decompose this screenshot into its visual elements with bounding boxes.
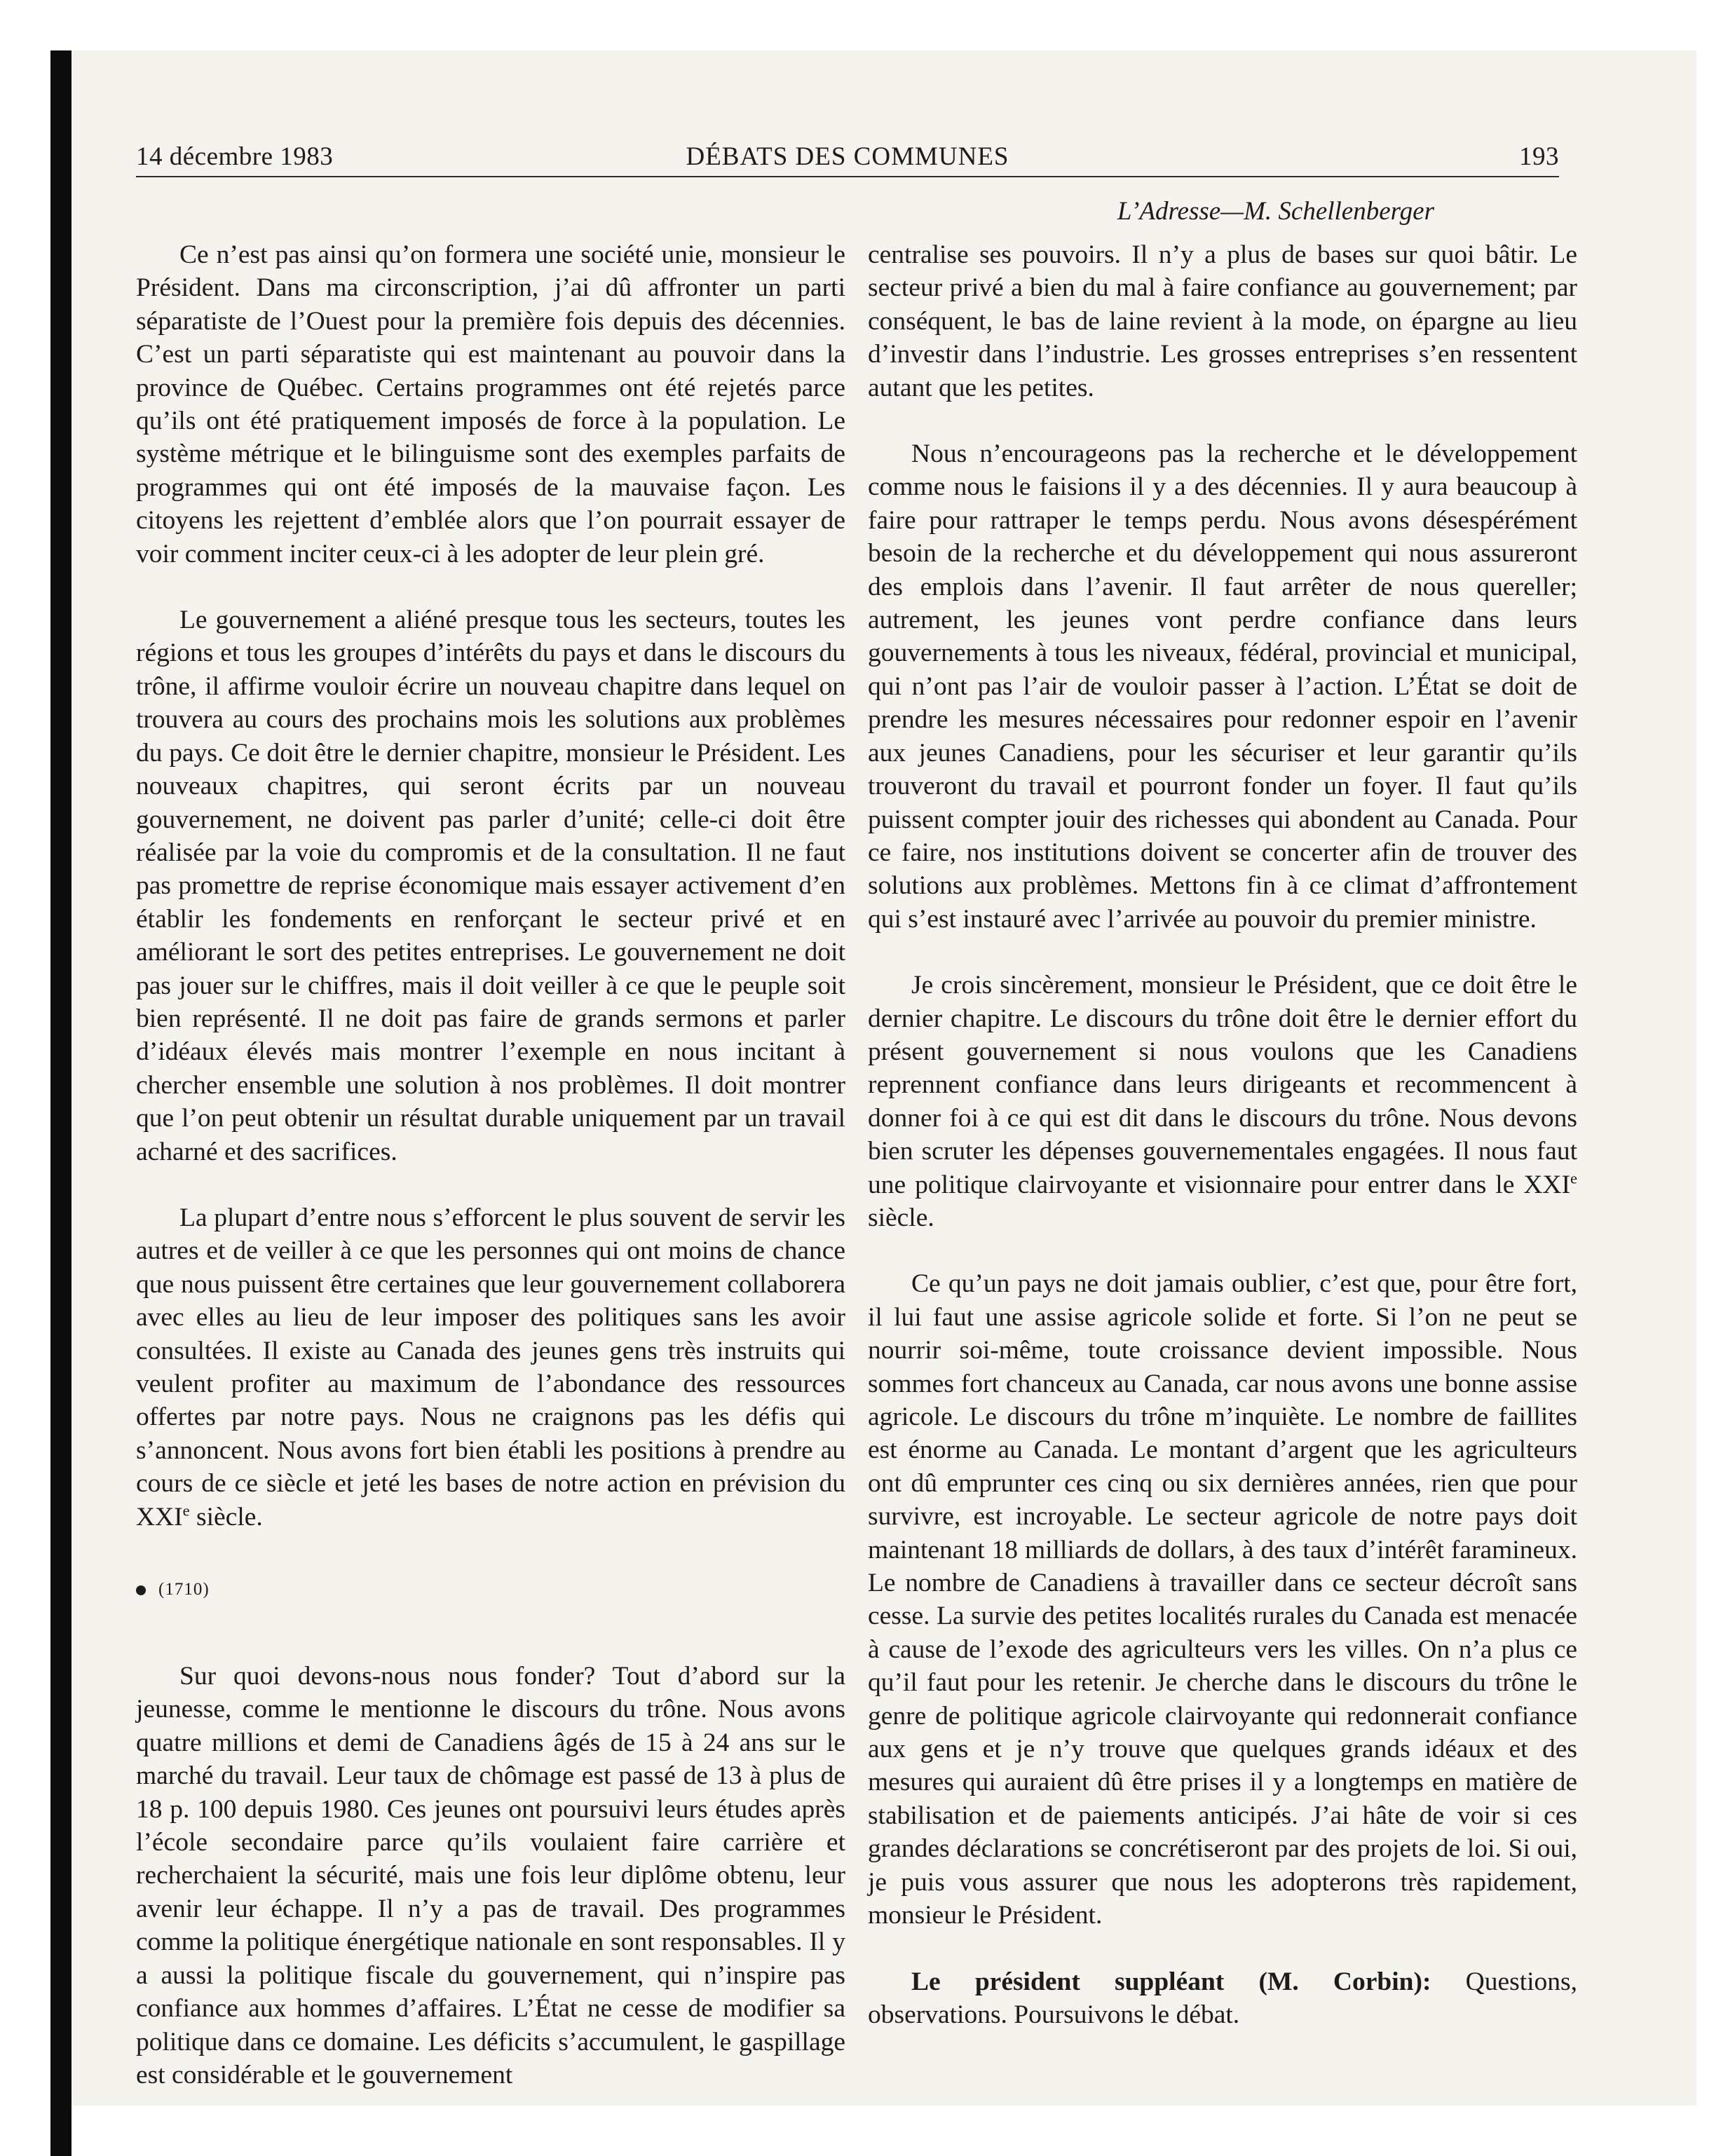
paragraph bbox=[136, 603, 845, 1168]
paragraph: centralise ses pouvoirs. Il n’y a plus de bases sur quoi bâtir. Le secteur privé a bien du mal à faire confiance au gouvernement; par conséquent, le bas de laine revient à la mode, on épargne au lieu d’investir dans l’industrie. Les grosses entreprises s’en ressentent autant que les petites. bbox=[868, 240, 1577, 402]
paragraph: Ce n’est pas ainsi qu’on formera une société unie, monsieur le Président. Dans ma circonscription, j’ai dû affronter un parti séparatiste de l’Ouest pour la première fois depuis des décennies. C’est un parti séparatiste qui est maintenant au pouvoir dans la province de Québec. Certains programmes ont été rejetés parce qu’ils ont été pratiquement imposés de force à la population. Le système métrique et le bilinguisme sont des exemples parfaits de programmes qui ont été imposés de la mauvaise façon. Les citoyens les rejettent d’emblée alors que l’on pourrait essayer de voir comment inciter ceux-ci à les adopter de leur plein gré. bbox=[136, 240, 845, 568]
scan-margin-top bbox=[0, 0, 1735, 50]
paragraph-text: siècle. bbox=[189, 1502, 263, 1531]
superscript: e bbox=[1570, 1169, 1577, 1187]
superscript: e bbox=[182, 1501, 190, 1520]
paragraph-text: La plupart d’entre nous s’efforcent le plus souvent de servir les autres et de veiller à ce que les personnes qui ont moins de chance que nous puissent être certaines que leur gouvernement collaborera avec elles au lieu de leur imposer des politiques sans les avoir consultées. Il existe au Canada des jeunes gens très instruits qui veulent profiter au maximum de l’abondance des ressources offertes par notre pays. Nous ne craignons pas les défis qui s’annoncent. Nous avons fort bien établi les positions à prendre au cours de ce siècle et jeté les bases de notre action en prévision du XXI bbox=[136, 1203, 845, 1531]
header-date: 14 décembre 1983 bbox=[136, 142, 334, 171]
paragraph: Nous n’encourageons pas la recherche et le développement comme nous le faisions il y a des décennies. Il y aura beaucoup à faire pour rattraper le temps perdu. Nous avons désespérément besoin de la recherche et du développement qui nous assureront des emplois dans l’avenir. Il faut arrêter de nous quereller; autrement, les jeunes vont perdre confiance dans leurs gouvernements à tous les niveaux, fédéral, provincial et municipal, qui n’ont pas l’air de vouloir passer à l’action. L’État se doit de prendre les mesures nécessaires pour redonner espoir en l’avenir aux jeunes Canadiens, pour les sécuriser et leur garantir qu’ils trouveront du travail et pourront fonder un foyer. Il faut qu’ils puissent compter jouir des richesses qui abondent au Canada. Pour ce faire, nos institutions doivent se concerter afin de trouver des solutions aux problèmes. Mettons fin à ce climat d’affrontement qui s’est instauré avec l’arrivée au pouvoir du premier ministre. bbox=[868, 439, 1577, 934]
running-head: L’Adresse—M. Schellenberger bbox=[1117, 197, 1434, 226]
paragraph bbox=[868, 969, 1577, 1234]
time-marker bbox=[136, 1576, 845, 1604]
paragraph bbox=[136, 1201, 845, 1534]
paragraph-text: Le gouvernement a aliéné presque tous les secteurs, toutes les régions et tous les groupes d’intérêts du pays et dans le discours du trône, il affirme vouloir écrire un nouveau chapitre dans lequel on trouvera au cours des prochains mois les solutions aux problèmes du pays. Ce doit être le dernier chapitre, monsieur le Président. Les nouveaux chapitres, qui seront écrits par un nouveau gouvernement, ne doivent pas parler d’unité; celle-ci doit être réalisée par la voie du compromis et de la consultation. Il ne faut pas promettre de reprise économique mais essayer activement d’en établir les fondements en renforçant le secteur privé et en améliorant le sort des petites entreprises. Le gouvernement ne doit pas jouer sur le chiffres, mais il doit veiller à ce que le peuple soit bien représenté. Il ne doit pas faire de grands sermons et parler d’idéaux élevés mais montrer l’exemple en nous incitant à chercher ensemble une solution à nos problèmes. Il doit montrer que l’on peut obtenir un résultat durable uniquement par un travail acharné et des sacrifices. bbox=[136, 606, 845, 1166]
paragraph: Sur quoi devons-nous nous fonder? Tout d’abord sur la jeunesse, comme le mentionne le discours du trône. Nous avons quatre millions et demi de Canadiens âgés de 15 à 24 ans sur le marché du travail. Leur taux de chômage est passé de 13 à plus de 18 p. 100 depuis 1980. Ces jeunes ont poursuivi leurs études après l’école secondaire parce qu’ils voulaient faire carrière et recherchaient la sécurité, mais une fois leur diplôme obtenu, leur avenir leur échappe. Il n’y a pas de travail. Des programmes comme la politique énergétique nationale en sont responsables. Il y a aussi la politique fiscale du gouvernement, qui n’inspire pas confiance aux hommes d’affaires. L’État ne cesse de modifier sa politique dans ce domaine. Les déficits s’accumulent, le gaspillage est considérable et le gouvernement bbox=[136, 1662, 845, 2089]
scan-binding-edge bbox=[50, 50, 72, 2156]
paragraph-text: Questions, observations. Poursuivons le débat. bbox=[868, 1967, 1578, 2029]
paragraph-text: Je crois sincèrement, monsieur le Président, que ce doit être le dernier chapitre. Le discours du trône doit être le dernier effort du présent gouvernement si nous voulons que les Canadiens reprennent confiance dans leurs dirigeants et recommencent à donner foi à ce qui est dit dans le discours du trône. Nous devons bien scruter les dépenses gouvernementales engagées. Il nous faut une politique clairvoyante et visionnaire pour entrer dans le XXI bbox=[868, 971, 1577, 1199]
paragraph: Ce qu’un pays ne doit jamais oublier, c’est que, pour être fort, il lui faut une assise agricole solide et forte. Si l’on ne peut se nourrir soi-même, toute croissance devient impossible. Nous sommes fort chanceux au Canada, car nous avons une bonne assise agricole. Le discours du trône m’inquiète. Le nombre de faillites est énorme au Canada. Le montant d’argent que les agriculteurs ont dû emprunter ces cinq ou six dernières années, rien que pour survivre, est incroyable. Le secteur agricole de notre pays doit maintenant 18 milliards de dollars, à des taux d’intérêt faramineux. Le nombre de Canadiens à travailler dans ce secteur décroît sans cesse. La survie des petites localités rurales du Canada est menacée à cause de l’exode des agriculteurs vers les villes. On n’a plus ce qu’il faut pour les retenir. Je cherche dans le discours du trône le genre de politique agricole clairvoyante qui redonnerait confiance aux gens et je n’y trouve que quelques grands idéaux et des mesures qui auraient dû être prises il y a longtemps en matière de stabilisation et de paiements anticipés. J’ai hâte de voir si ces grandes déclarations se concrétiseront par des projets de loi. Si oui, je puis vous assurer que nous les adopterons très rapidement, monsieur le Président. bbox=[868, 1269, 1577, 1930]
time-marker-text: (1710) bbox=[158, 1580, 210, 1599]
header-title: DÉBATS DES COMMUNES bbox=[686, 142, 1009, 171]
left-column bbox=[136, 238, 845, 2092]
paragraph-text: siècle. bbox=[868, 1203, 934, 1232]
paragraph bbox=[868, 1965, 1577, 2032]
right-column bbox=[868, 238, 1577, 2031]
speaker-name: Le président suppléant (M. Corbin): bbox=[911, 1967, 1431, 1996]
header-rule bbox=[136, 176, 1559, 177]
bullet-icon bbox=[136, 1585, 146, 1595]
header-page-number: 193 bbox=[1519, 142, 1559, 171]
page-header bbox=[136, 142, 1559, 178]
